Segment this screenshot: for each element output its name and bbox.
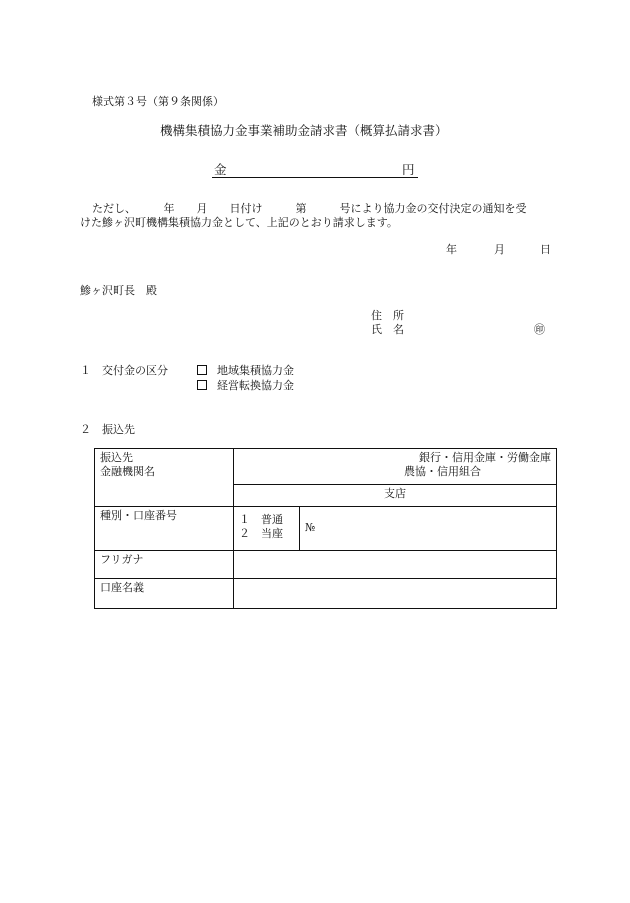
- table-row: [95, 551, 557, 579]
- option-transition-checkbox[interactable]: [197, 379, 294, 393]
- option-regional-checkbox[interactable]: [197, 364, 294, 378]
- account-label-cell: [95, 507, 234, 551]
- amount-suffix: 円: [402, 162, 415, 177]
- page-title: 機構集積協力金事業補助金請求書（概算払請求書）: [160, 123, 448, 138]
- request-body-text: [80, 202, 553, 231]
- date-year: 年: [446, 243, 457, 256]
- checkbox-icon[interactable]: [197, 380, 207, 390]
- account-label: 種別・口座番号: [100, 509, 177, 522]
- account-number-cell[interactable]: [300, 507, 557, 551]
- table-row: [95, 449, 557, 485]
- bank-info-table: [94, 448, 557, 609]
- form-number: 様式第３号（第９条関係）: [92, 95, 224, 108]
- address-label: 住 所: [371, 309, 404, 322]
- table-row: [95, 507, 557, 551]
- account-type-cell[interactable]: [234, 507, 300, 551]
- bank-types-cell[interactable]: [234, 449, 557, 485]
- bank-name-label-cell: [95, 449, 234, 507]
- furigana-input[interactable]: [234, 551, 557, 579]
- holder-label: 口座名義: [100, 581, 144, 594]
- holder-input[interactable]: [234, 579, 557, 609]
- checkbox-icon[interactable]: [197, 365, 207, 375]
- bank-types-line-2: 農協・信用組合: [404, 465, 481, 479]
- account-type-current: ２ 当座: [239, 527, 283, 541]
- seal-mark: ㊞: [534, 323, 545, 336]
- account-number-label: №: [305, 521, 316, 535]
- option-regional-label: 地域集積協力金: [217, 364, 294, 377]
- institution-label: 金融機関名: [100, 465, 155, 479]
- bank-types-line-1: 銀行・信用金庫・労働金庫: [419, 451, 551, 464]
- date-month: 月: [494, 243, 505, 256]
- holder-label-cell: [95, 579, 234, 609]
- account-type-ordinary: １ 普通: [239, 513, 283, 526]
- table-row: [95, 579, 557, 609]
- amount-prefix: 金: [214, 162, 227, 177]
- body-line-2: けた鯵ヶ沢町機構集積協力金として、上記のとおり請求します。: [80, 216, 398, 230]
- furigana-label-cell: [95, 551, 234, 579]
- branch-label: 支店: [384, 487, 406, 500]
- amount-underline: [212, 177, 418, 178]
- date-day: 日: [540, 243, 551, 256]
- section-2-label: ２ 振込先: [80, 423, 135, 436]
- name-label: 氏 名: [371, 323, 404, 336]
- body-line-1: ただし、 年 月 日付け 第 号により協力金の交付決定の通知を受: [92, 202, 527, 215]
- addressee: 鯵ヶ沢町長 殿: [80, 284, 157, 297]
- transfer-to-label: 振込先: [100, 451, 133, 464]
- section-1-label: １ 交付金の区分: [80, 364, 168, 377]
- furigana-label: フリガナ: [100, 553, 144, 566]
- option-transition-label: 経営転換協力金: [217, 379, 294, 392]
- branch-cell[interactable]: [234, 485, 557, 507]
